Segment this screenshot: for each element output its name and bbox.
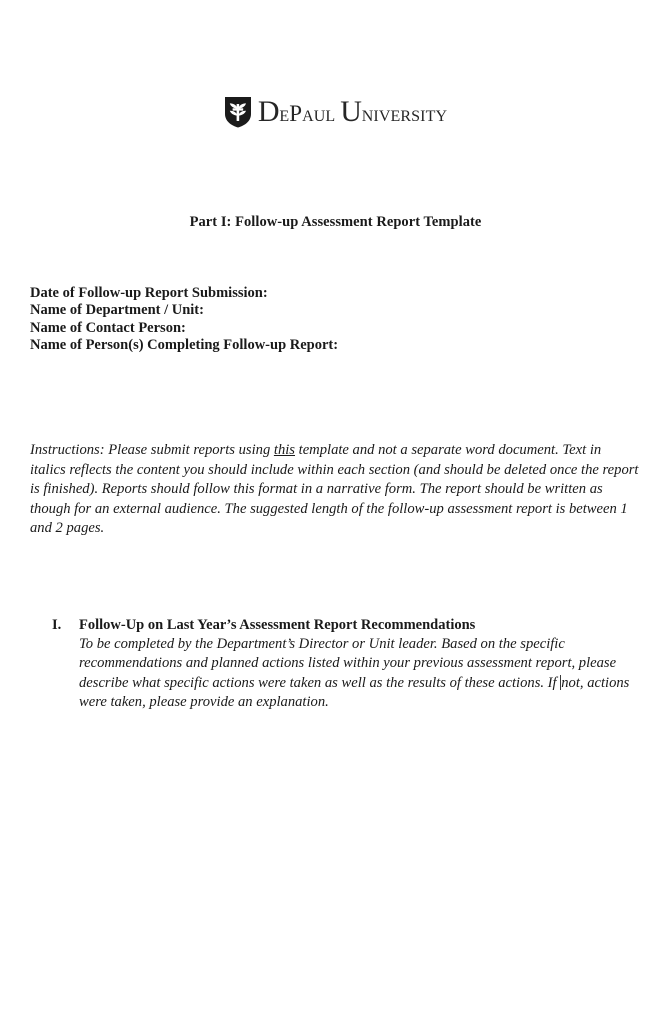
field-label-completing-persons: Name of Person(s) Completing Follow-up Report: [30,337,339,354]
wordmark-u: U [340,95,362,128]
depaul-university-logo [0,97,671,129]
section-heading [30,616,639,634]
wordmark-d: D [257,95,280,128]
field-label-department-unit: Name of Department / Unit: [30,302,204,319]
section-follow-up [30,616,639,712]
wordmark-epaul: ePaul [279,101,336,126]
section-body-text[interactable] [30,635,639,712]
template-link[interactable]: this [273,442,295,458]
logo-inner [224,97,447,129]
report-metadata-fields [30,285,550,355]
instructions-text-after-link: template and not a separate word document. Text in italics reflects the content you should include within each section (and should be deleted once the report is finished). Reports should follow this format in a narrative form. The report should be written as though for an external audience. The suggested length of the follow-up assessment report is between 1 and 2 pages. [30,442,639,537]
instructions-text-before-link: Instructions: Please submit reports using [30,442,274,458]
page-title: Part I: Follow-up Assessment Report Template [189,214,482,230]
depaul-shield-icon [224,96,252,128]
section-heading-text: Follow-Up on Last Year’s Assessment Report Recommendations [79,617,476,633]
instructions-paragraph [30,441,639,539]
field-label-submission-date: Date of Follow-up Report Submission: [30,285,268,301]
wordmark-niversity: niversity [361,101,448,126]
section-number: I. [52,617,62,633]
section-body-before-caret: To be completed by the Department’s Director or Unit leader. Based on the specific recommendations and planned actions listed within your previous assessment report, please describe what specific actions were taken as well as the results of these actions. If [79,636,617,691]
depaul-wordmark [258,97,447,129]
section-body-after-caret: not, actions were taken, please provide an explanation. [79,674,630,710]
field-label-contact-person: Name of Contact Person: [30,319,186,336]
